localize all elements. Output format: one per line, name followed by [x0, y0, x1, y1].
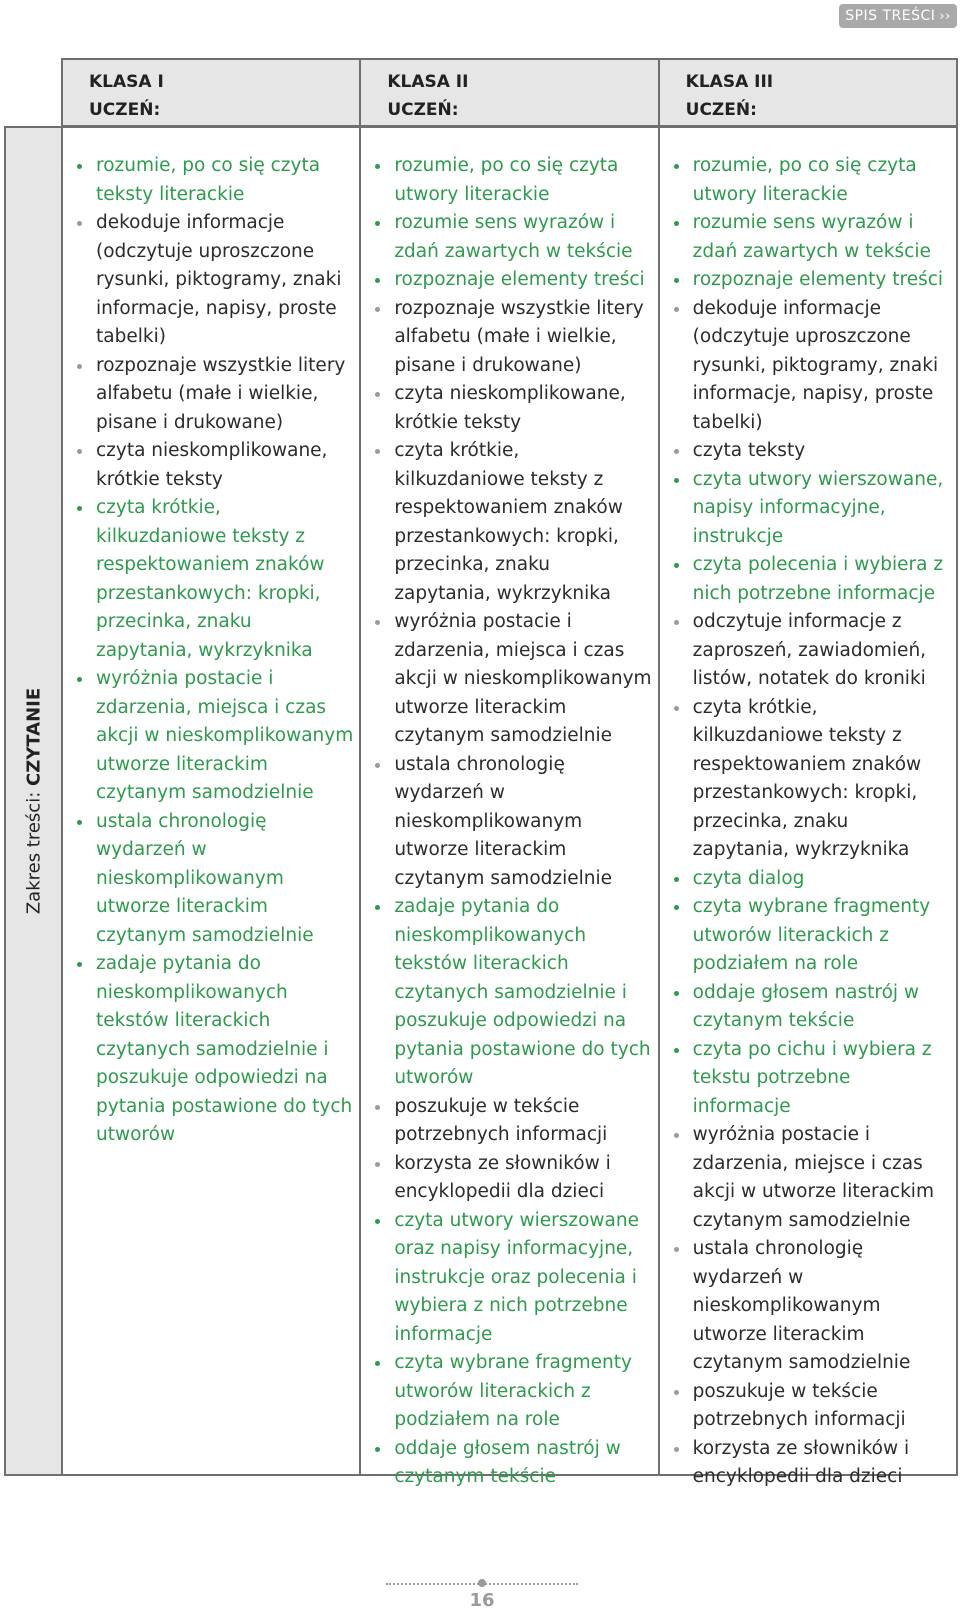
list-item: czyta teksty — [670, 437, 950, 466]
list-item: zadaje pytania do nieskomplikowanych tekstów literackich czytanych samodzielnie i poszukuje odpowiedzi na pytania postawione do tych utworów — [73, 950, 353, 1150]
column-klasa-1 — [63, 128, 359, 1474]
list-item: czyta polecenia i wybiera z nich potrzebne informacje — [670, 551, 950, 608]
column-klasa-2 — [359, 128, 657, 1487]
list-item: ustala chronologię wydarzeń w nieskomplikowanym utworze literackim czytanym samodzielnie — [73, 808, 353, 951]
page-number: 16 — [469, 1590, 495, 1611]
list-item: czyta dialog — [670, 865, 950, 894]
header-klasa-3 — [658, 60, 956, 125]
list-item: czyta nieskomplikowane, krótkie teksty — [73, 437, 353, 494]
skills-list — [371, 152, 651, 1492]
list-item: rozpoznaje elementy treści — [670, 266, 950, 295]
list-item: poszukuje w tekście potrzebnych informacji — [371, 1093, 651, 1150]
header-class-label: KLASA III — [685, 72, 774, 92]
list-item: czyta nieskomplikowane, krótkie teksty — [371, 380, 651, 437]
list-item: korzysta ze słowników i encyklopedii dla dzieci — [670, 1435, 950, 1492]
list-item: rozumie, po co się czyta utwory literackie — [371, 152, 651, 209]
header-subtitle: UCZEŃ: — [89, 100, 161, 120]
side-label-topic: CZYTANIE — [23, 687, 44, 786]
list-item: dekoduje informacje (odczytuje uproszczone rysunki, piktogramy, znaki informacje, napisy, proste tabelki) — [670, 295, 950, 438]
footer-dot — [478, 1579, 486, 1587]
chevron-right-icon: ›› — [939, 8, 951, 24]
list-item: poszukuje w tekście potrzebnych informacji — [670, 1378, 950, 1435]
side-label-prefix: Zakres treści: — [23, 786, 44, 915]
list-item: wyróżnia postacie i zdarzenia, miejsca i czas akcji w nieskomplikowanym utworze literackim czytanym samodzielnie — [73, 665, 353, 808]
list-item: rozpoznaje elementy treści — [371, 266, 651, 295]
list-item: czyta krótkie, kilkuzdaniowe teksty z respektowaniem znaków przestankowych: kropki, przecinka, znaku zapytania, wykrzyknika — [371, 437, 651, 608]
toc-button[interactable] — [839, 4, 957, 28]
list-item: czyta utwory wierszowane oraz napisy informacyjne, instrukcje oraz polecenia i wybiera z nich potrzebne informacje — [371, 1207, 651, 1350]
side-panel — [6, 128, 63, 1474]
toc-button-label: SPIS TREŚCI — [845, 8, 936, 24]
list-item: rozpoznaje wszystkie litery alfabetu (małe i wielkie, pisane i drukowane) — [73, 352, 353, 438]
list-item: oddaje głosem nastrój w czytanym tekście — [670, 979, 950, 1036]
list-item: czyta utwory wierszowane, napisy informacyjne, instrukcje — [670, 466, 950, 552]
list-item: zadaje pytania do nieskomplikowanych tekstów literackich czytanych samodzielnie i poszukuje odpowiedzi na pytania postawione do tych utworów — [371, 893, 651, 1093]
header-klasa-1 — [63, 60, 359, 125]
list-item: korzysta ze słowników i encyklopedii dla dzieci — [371, 1150, 651, 1207]
list-item: czyta krótkie, kilkuzdaniowe teksty z respektowaniem znaków przestankowych: kropki, przecinka, znaku zapytania, wykrzyknika — [670, 694, 950, 865]
header-subtitle: UCZEŃ: — [685, 100, 757, 120]
header-class-label: KLASA II — [387, 72, 469, 92]
table-header — [61, 58, 958, 127]
list-item: ustala chronologię wydarzeń w nieskomplikowanym utworze literackim czytanym samodzielnie — [670, 1235, 950, 1378]
header-class-label: KLASA I — [89, 72, 164, 92]
list-item: dekoduje informacje (odczytuje uproszczone rysunki, piktogramy, znaki informacje, napisy, proste tabelki) — [73, 209, 353, 352]
column-klasa-3 — [658, 128, 956, 1487]
list-item: czyta po cichu i wybiera z tekstu potrzebne informacje — [670, 1036, 950, 1122]
list-item: czyta krótkie, kilkuzdaniowe teksty z respektowaniem znaków przestankowych: kropki, przecinka, znaku zapytania, wykrzyknika — [73, 494, 353, 665]
list-item: rozumie sens wyrazów i zdań zawartych w tekście — [371, 209, 651, 266]
table-body — [4, 126, 958, 1487]
list-item: czyta wybrane fragmenty utworów literackich z podziałem na role — [670, 893, 950, 979]
list-item: odczytuje informacje z zaproszeń, zawiadomień, listów, notatek do kroniki — [670, 608, 950, 694]
header-subtitle: UCZEŃ: — [387, 100, 459, 120]
list-item: rozumie, po co się czyta teksty literackie — [73, 152, 353, 209]
list-item: wyróżnia postacie i zdarzenia, miejsce i czas akcji w utworze literackim czytanym samodzielnie — [670, 1121, 950, 1235]
list-item: ustala chronologię wydarzeń w nieskomplikowanym utworze literackim czytanym samodzielnie — [371, 751, 651, 894]
list-item: czyta wybrane fragmenty utworów literackich z podziałem na role — [371, 1349, 651, 1435]
list-item: oddaje głosem nastrój w czytanym tekście — [371, 1435, 651, 1492]
side-label — [23, 688, 44, 914]
list-item: wyróżnia postacie i zdarzenia, miejsca i czas akcji w nieskomplikowanym utworze literackim czytanym samodzielnie — [371, 608, 651, 751]
header-klasa-2 — [359, 60, 657, 125]
skills-list — [670, 152, 950, 1492]
list-item: rozumie sens wyrazów i zdań zawartych w tekście — [670, 209, 950, 266]
list-item: rozpoznaje wszystkie litery alfabetu (małe i wielkie, pisane i drukowane) — [371, 295, 651, 381]
skills-list — [73, 152, 353, 1150]
list-item: rozumie, po co się czyta utwory literackie — [670, 152, 950, 209]
